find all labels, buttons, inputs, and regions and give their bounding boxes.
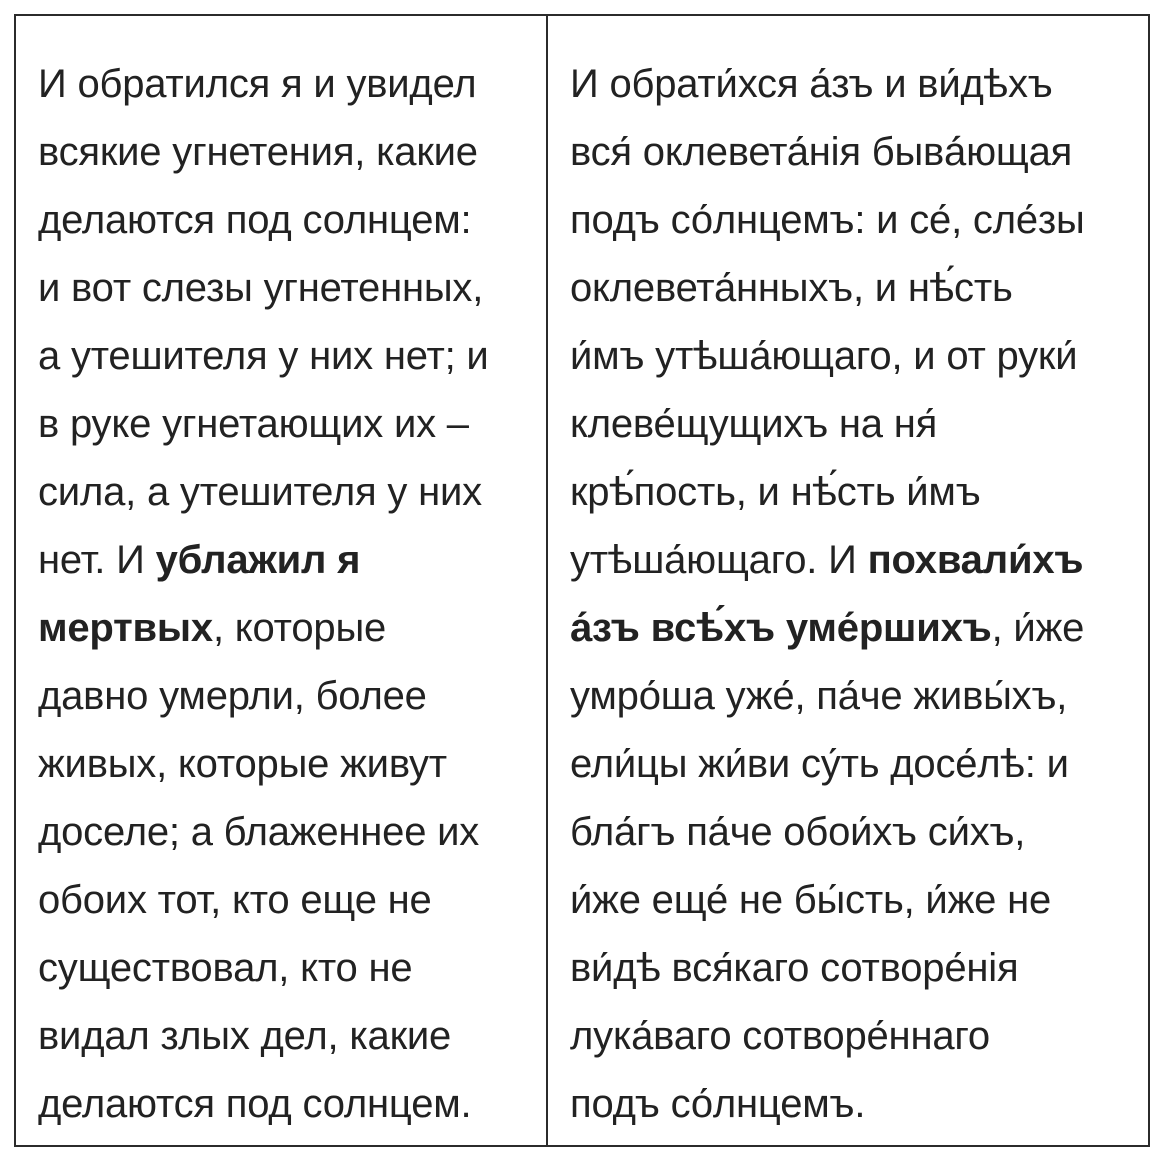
text-line	[38, 118, 546, 186]
text-span: , и́же	[991, 606, 1085, 650]
text-line	[38, 1070, 546, 1138]
text-span: делаются под солнцем:	[38, 198, 472, 242]
text-line	[570, 322, 1148, 390]
bold-text: ублажил я	[155, 538, 361, 582]
text-line	[38, 934, 546, 1002]
text-line	[570, 390, 1148, 458]
text-span: и́же еще́ не бы́сть, и́же не	[570, 878, 1052, 922]
text-span: обоих тот, кто еще не	[38, 878, 432, 922]
text-line	[570, 798, 1148, 866]
bold-text: похвали́хъ	[867, 538, 1084, 582]
text-span: , которые	[212, 606, 387, 650]
text-span: нет. И	[38, 538, 156, 582]
text-span: и́мъ утѣша́ющаго, и от руки́	[570, 334, 1078, 378]
text-span: а утешителя у них нет; и	[38, 334, 489, 378]
text-span: делаются под солнцем.	[38, 1082, 472, 1126]
text-span: видал злых дел, какие	[38, 1014, 452, 1058]
text-span: лука́ваго сотворе́ннаго	[570, 1014, 990, 1058]
text-span: умро́ша уже́, па́че живы́хъ,	[570, 674, 1068, 718]
text-line	[38, 390, 546, 458]
text-span: ели́цы жи́ви су́ть досе́лѣ: и	[570, 742, 1069, 786]
text-line	[570, 50, 1148, 118]
text-span: бла́гъ па́че обои́хъ си́хъ,	[570, 810, 1026, 854]
text-line	[570, 934, 1148, 1002]
text-line	[38, 322, 546, 390]
text-line	[570, 662, 1148, 730]
text-span: всякие угнетения, какие	[38, 130, 478, 174]
text-span: давно умерли, более	[38, 674, 427, 718]
text-line	[570, 118, 1148, 186]
text-line	[570, 1002, 1148, 1070]
text-line	[38, 526, 546, 594]
text-span: в руке угнетающих их –	[38, 402, 469, 446]
text-span: оклевета́нныхъ, и нѣ́сть	[570, 266, 1013, 310]
text-span: ви́дѣ вся́каго сотворе́нія	[570, 946, 1019, 990]
text-span: крѣ́пость, и нѣ́сть и́мъ	[570, 470, 981, 514]
text-span: вся́ оклевета́нія бывá́ющая	[570, 130, 1073, 174]
text-span: подъ со́лнцемъ.	[570, 1082, 866, 1126]
bold-text: а́зъ всѣ́хъ уме́ршихъ	[570, 606, 992, 650]
text-span: клеве́щущихъ на ня́	[570, 402, 938, 446]
text-line	[570, 186, 1148, 254]
church-slavonic-column	[546, 16, 1148, 1145]
text-span: существовал, кто не	[38, 946, 413, 990]
text-span: доселе; а блаженнее их	[38, 810, 480, 854]
text-line	[38, 254, 546, 322]
text-line	[38, 186, 546, 254]
text-line	[38, 798, 546, 866]
text-line	[570, 458, 1148, 526]
translation-table	[14, 14, 1150, 1147]
text-line	[38, 662, 546, 730]
text-span: и вот слезы угнетенных,	[38, 266, 484, 310]
text-line	[38, 730, 546, 798]
text-span: живых, которые живут	[38, 742, 447, 786]
text-line	[570, 594, 1148, 662]
text-line	[38, 458, 546, 526]
text-line	[570, 526, 1148, 594]
text-span: сила, а утешителя у них	[38, 470, 482, 514]
text-line	[570, 1070, 1148, 1138]
text-line	[38, 1002, 546, 1070]
text-line	[38, 50, 546, 118]
text-line	[570, 254, 1148, 322]
text-span: И обрати́хся а́зъ и ви́дѣхъ	[570, 62, 1053, 106]
text-span: утѣша́ющаго. И	[570, 538, 868, 582]
bold-text: мертвых	[38, 606, 213, 650]
text-line	[570, 866, 1148, 934]
text-span: И обратился я и увидел	[38, 62, 477, 106]
text-line	[38, 866, 546, 934]
text-span: подъ со́лнцемъ: и се́, сле́зы	[570, 198, 1085, 242]
text-line	[38, 594, 546, 662]
text-line	[570, 730, 1148, 798]
modern-russian-column	[16, 16, 546, 1145]
